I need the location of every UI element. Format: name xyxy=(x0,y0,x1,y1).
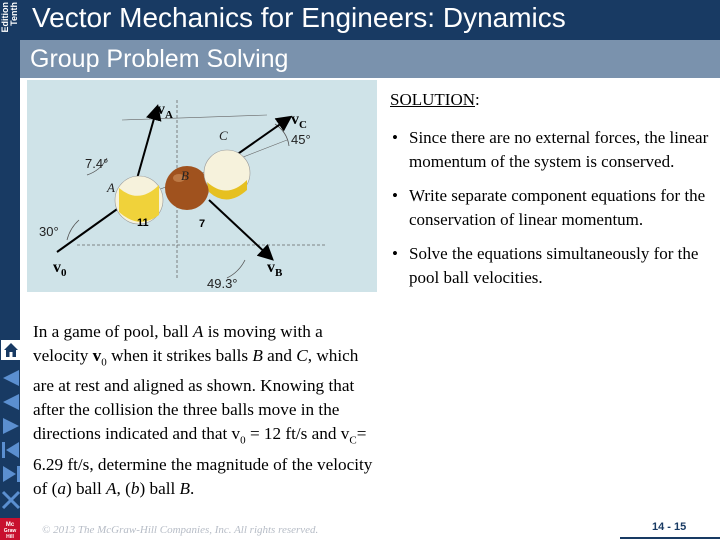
angle-label-0: 30° xyxy=(39,224,59,239)
solution-heading: SOLUTION: xyxy=(390,90,480,109)
nav-sidebar xyxy=(0,40,20,540)
bullet-marker: • xyxy=(392,186,398,205)
solution-steps xyxy=(392,126,714,300)
ball-number-11: 11 xyxy=(137,217,149,229)
label-vA: $v_A$ xyxy=(157,101,173,121)
copyright-notice: © 2013 The McGraw-Hill Companies, Inc. All rights reserved. xyxy=(42,524,319,536)
svg-text:Hill: Hill xyxy=(6,534,14,540)
home-icon[interactable] xyxy=(1,340,21,360)
ball-label-B: B xyxy=(181,168,189,183)
solution-step: • Write separate component equations for the conservation of linear momentum. xyxy=(392,186,706,229)
page-number: 14 - 15 xyxy=(652,521,687,533)
problem-statement: In a game of pool, ball A is moving with a velocity $v_0$ when it strikes balls B and C, which are at rest and aligned as shown. Knowing that after the collision the three balls move in the directions indicated and that $v_0 = 12$ ft/s and $v_C= 6.29$ ft/s, determine the magnitude of the velocity of (a) ball A, (b) ball B. xyxy=(33,322,373,498)
svg-text:Mc: Mc xyxy=(5,522,15,528)
bullet-marker: • xyxy=(392,128,398,147)
last-page-icon[interactable] xyxy=(1,464,21,484)
svg-text:Graw: Graw xyxy=(3,528,17,534)
page-number-underline xyxy=(620,537,720,539)
solution-step: • Solve the equations simultaneously for the pool ball velocities. xyxy=(392,244,699,287)
slide-subtitle: Group Problem Solving xyxy=(30,45,289,73)
angle-label-C: 45° xyxy=(291,132,311,147)
edition-line-2: Edition xyxy=(0,2,10,33)
bullet-marker: • xyxy=(392,244,398,263)
ball-label-A: A xyxy=(107,180,115,195)
label-vB: $v_B$ xyxy=(267,259,283,279)
publisher-logo xyxy=(0,518,20,540)
previous-icon[interactable] xyxy=(1,392,21,412)
solution-step: • Since there are no external forces, the linear momentum of the system is conserved. xyxy=(392,128,709,171)
edition-line-1: Tenth xyxy=(9,2,19,26)
ball-number-7: 7 xyxy=(199,218,206,230)
first-slide-icon[interactable] xyxy=(1,368,21,388)
pool-balls-figure xyxy=(27,80,377,292)
angle-label-A: 7.4° xyxy=(85,156,109,171)
label-vC: $v_C$ xyxy=(291,111,307,131)
next-icon[interactable] xyxy=(1,416,21,436)
label-v0: $v_0$ xyxy=(53,259,67,279)
first-page-icon[interactable] xyxy=(1,440,21,460)
exit-icon[interactable] xyxy=(1,490,21,510)
mcgraw-hill-logo-icon xyxy=(0,518,20,540)
edition-label xyxy=(0,0,20,40)
page-title: Vector Mechanics for Engineers: Dynamics xyxy=(32,2,566,33)
ball-label-C: C xyxy=(219,128,228,143)
angle-label-B: 49.3° xyxy=(207,276,238,291)
